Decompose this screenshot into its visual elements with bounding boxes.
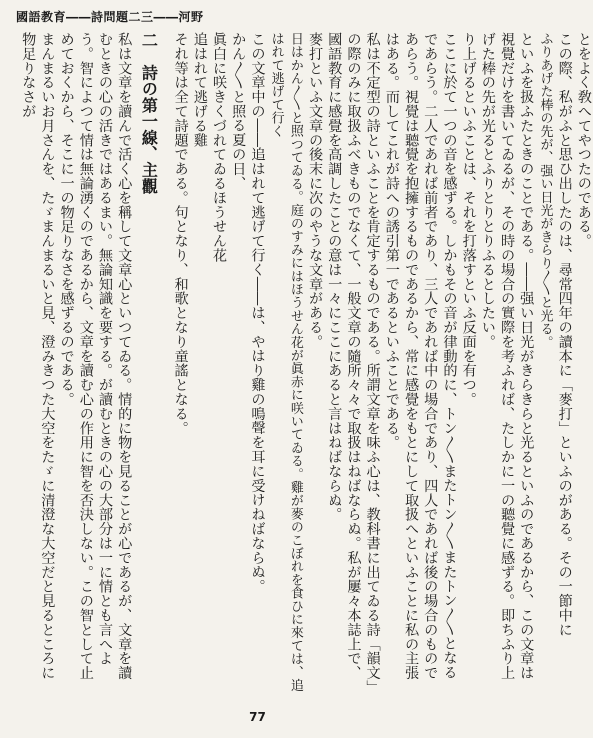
paragraph-7: 麥打といふ文章の後末に次のやうな文章がある。 (307, 32, 324, 349)
paragraph-2: この際、私がふと思ひ出したのは、尋常四年の讀本に「麥打」といふのがある。その一節中に (556, 32, 573, 637)
poem-line-2: 眞白に咲きくづれてゐるほうせん花 (211, 32, 228, 263)
paragraph-9: それ等は全て詩題である。句となり、和歌となり童謠となる。 (172, 32, 189, 436)
paragraph-10: 私は文章を讀んで活く心を稱して文章心といつてゐる。情的に物を見ることが心であるが、文章を讀むときの心の活きではあるまい。無論知識を要する。が讀むときの心の大部分は一に情とも言へよう。智によつて情は無論湧くのであるから、文章を讀む心の作用に智を否決しない。この智として止めておくから、そこに一の物足りなさを感ずるのである。 (58, 32, 133, 680)
vertical-text-column (18, 32, 593, 692)
running-header: 國語教育――詩問題二三――河野 (16, 10, 204, 24)
paragraph-8: この文章中の――追はれて逃げて行く――は、やはり雞の鳴聲を耳に受けねばならぬ。 (249, 32, 266, 594)
quote-mugi: ふりあげた棒の先が、强い日光がきらり〳〵と光る。 (537, 32, 553, 349)
poem-line-1: かん〳〵と照る夏の日、 (230, 32, 247, 191)
paragraph-3: といふを扱ふたときのことである。――强い日光がきらきらと光るといふのであるから、この文章は視覺だけを書いてゐるが、その時の場合の實際を考ふれば、たしかに一の聽覺に感ずる。即ちふり上げた棒の先が光るとふりとりとりふるとしたい。 (479, 32, 535, 680)
paragraph-4: り上げるといふことは、それを打落すといふ反面を有つ。 (460, 32, 477, 407)
paragraph-6: 私は不定型の詩といふことを肯定するものである。所謂文章を味ふ心は、教科書に出てゐる詩「韻文」の際のみに取扱ふべきものでなくて、一般文章の隨所々々で取扱はねばならぬ。私が屢々本誌上で、國語教育に感覺を高調したことの意は一々にここにあると言はねばならぬ。 (326, 32, 381, 688)
section-heading: 二 詩の第一線、主觀 (139, 32, 159, 194)
paragraph-11: まんまるいお月さんを、たゞまんまるいと見、澄みきつた大空をたゞに清澄な大空だと見るところに物足りなさが (20, 32, 56, 680)
paragraph-1: とをよく敎へてやつたのである。 (575, 32, 592, 248)
poem-line-3: 追はれて逃げる雞 (191, 32, 208, 148)
page-number: 77 (249, 710, 266, 724)
quote-hi: 日はかん〳〵と照つてゐる。庭のすみにはほうせん花が眞赤に咲いてゐる。雞が麥のこぼれを食ひに來ては、追はれて逃げて行く (268, 32, 303, 692)
paragraph-5: ここに於て一つの音を感ずる。しかもその音が律動的に、トン〳〵またトン〳〵またトン〳〵となるであらう。二人であれば前者であり、三人であれば中の場合であり、四人であれば後の場合のものであらう。視覺は聽覺を抱擁するものであるから、常に感覺をもとにして取扱へといふことに私の主張はある。而してこれが詩への誘引第一であるといふことである。 (383, 32, 458, 680)
article-body (18, 32, 592, 692)
